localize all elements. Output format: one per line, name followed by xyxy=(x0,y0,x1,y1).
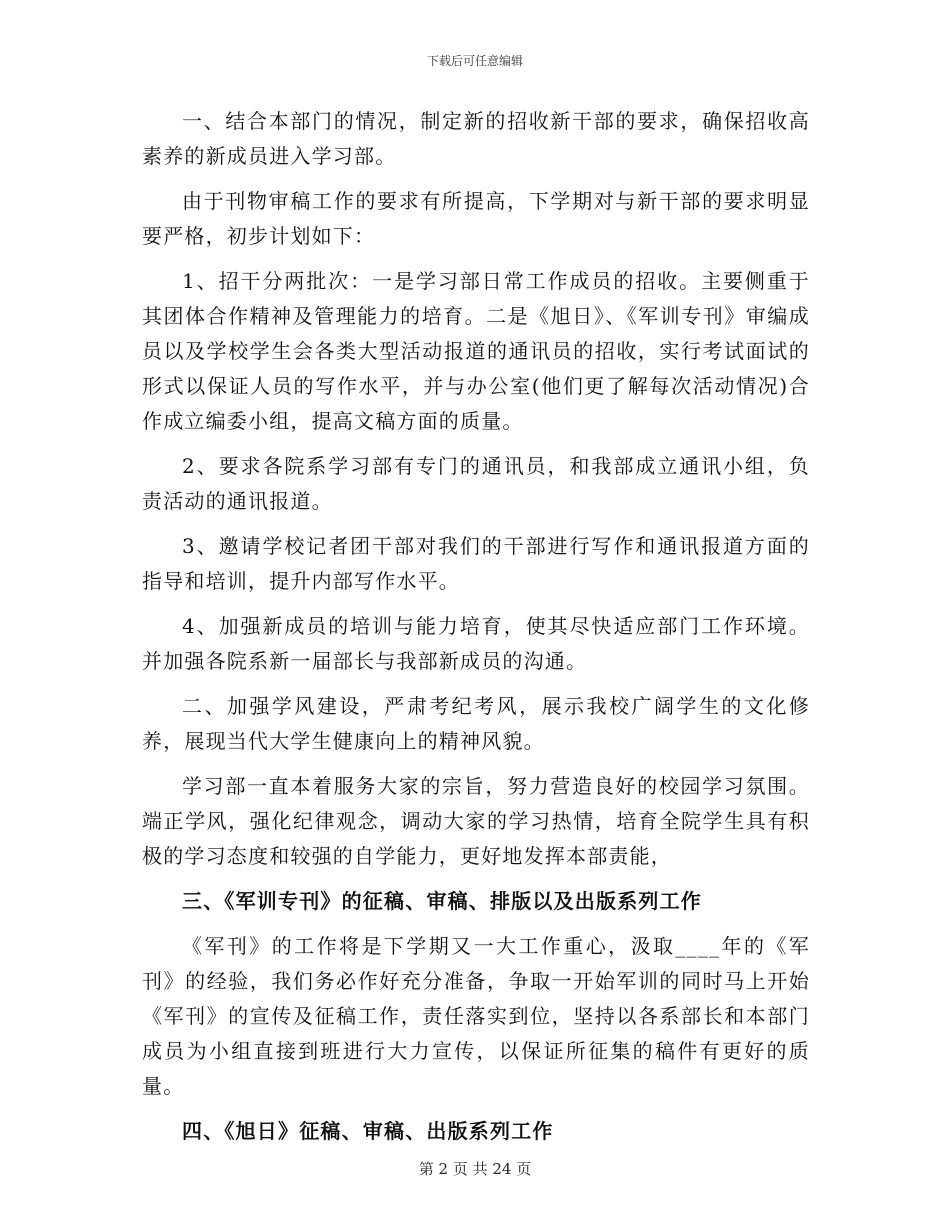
section-heading-4: 四、《旭日》征稿、审稿、出版系列工作 xyxy=(182,1119,554,1143)
page-footer: 第 2 页 共 24 页 xyxy=(418,1160,532,1178)
paragraph-5: 3、邀请学校记者团干部对我们的干部进行写作和通讯报道方面的指导和培训，提升内部写作水平。 xyxy=(142,534,810,593)
paragraph-2: 由于刊物审稿工作的要求有所提高，下学期对与新干部的要求明显要严格，初步计划如下： xyxy=(142,189,810,248)
paragraph-8: 学习部一直本着服务大家的宗旨，努力营造良好的校园学习氛围。端正学风，强化纪律观念，调动大家的学习热情，培育全院学生具有积极的学习态度和较强的自学能力，更好地发挥本部责能， xyxy=(142,774,810,868)
document-body xyxy=(142,104,810,1159)
paragraph-1: 一、结合本部门的情况，制定新的招收新干部的要求，确保招收高素养的新成员进入学习部。 xyxy=(142,109,810,168)
section-heading-3: 三、《军训专刊》的征稿、审稿、排版以及出版系列工作 xyxy=(182,889,702,913)
paragraph-4: 2、要求各院系学习部有专门的通讯员，和我部成立通讯小组，负责活动的通讯报道。 xyxy=(142,454,810,513)
paragraph-3: 1、招干分两批次：一是学习部日常工作成员的招收。主要侧重于其团体合作精神及管理能力的培育。二是《旭日》、《军训专刊》审编成员以及学校学生会各类大型活动报道的通讯员的招收，实行考试面试的形式以保证人员的写作水平，并与办公室(他们更了解每次活动情况)合作成立编委小组，提高文稿方面的质量。 xyxy=(142,269,810,433)
paragraph-6: 4、加强新成员的培训与能力培育，使其尽快适应部门工作环境。并加强各院系新一届部长与我部新成员的沟通。 xyxy=(142,614,810,673)
paragraph-7: 二、加强学风建设，严肃考纪考风，展示我校广阔学生的文化修养，展现当代大学生健康向上的精神风貌。 xyxy=(142,694,810,753)
page-header: 下载后可任意编辑 xyxy=(426,54,523,68)
paragraph-10: 《军刊》的工作将是下学期又一大工作重心，汲取____年的《军刊》的经验，我们务必作好充分准备，争取一开始军训的同时马上开始《军刊》的宣传及征稿工作，责任落实到位，坚持以各系部长和本部门成员为小组直接到班进行大力宣传，以保证所征集的稿件有更好的质量。 xyxy=(142,934,810,1098)
